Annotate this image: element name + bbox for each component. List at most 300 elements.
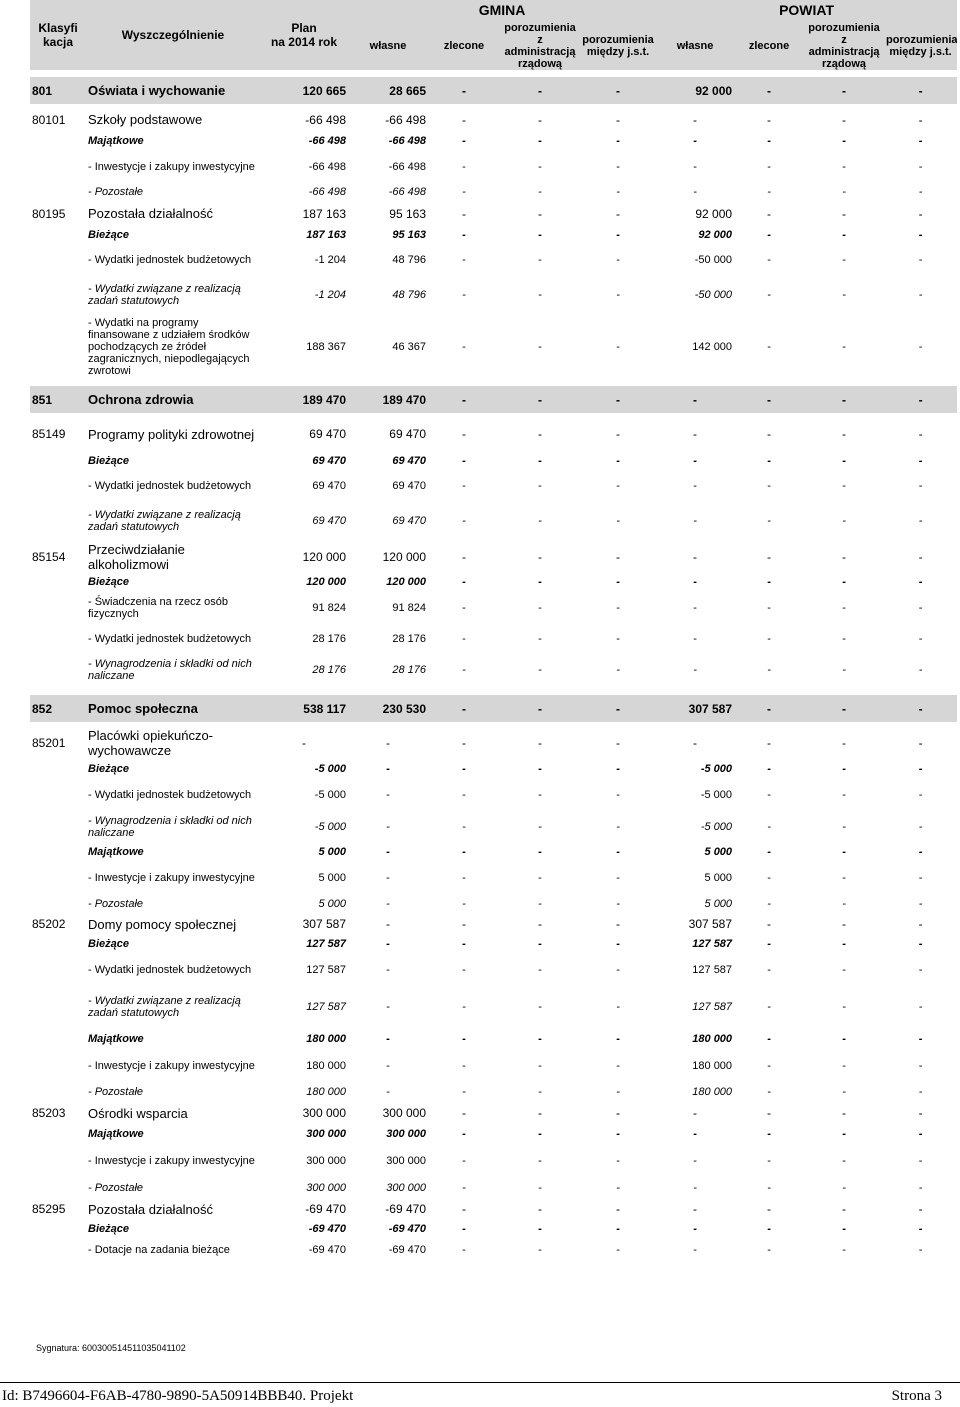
- item-row: [30, 1239, 957, 1260]
- value-cell: -50 000: [694, 289, 733, 301]
- value-cell: 69 470: [312, 515, 346, 527]
- value-cell: -: [767, 479, 771, 492]
- value-cell: -: [386, 1086, 390, 1098]
- classification-code: [30, 572, 86, 592]
- row-description: Oświata i wychowanie: [86, 77, 260, 104]
- value-cell: -: [386, 1033, 390, 1045]
- item-row: [30, 245, 957, 274]
- value-cell: -: [462, 1243, 466, 1256]
- value-cell: -: [918, 1001, 923, 1013]
- value-cell: -: [538, 427, 542, 441]
- value-cell: -: [842, 253, 846, 266]
- value-cell: -: [462, 1128, 466, 1140]
- value-cell: -: [462, 186, 466, 198]
- value-cell: -: [918, 135, 923, 147]
- classification-code: [30, 1219, 86, 1239]
- value-cell: -: [616, 289, 620, 301]
- classification-code: [30, 151, 86, 182]
- value-cell: -: [693, 112, 698, 127]
- value-cell: -: [918, 601, 923, 614]
- value-cell: 189 470: [348, 386, 428, 413]
- value-cell: -: [693, 1223, 697, 1235]
- value-cell: -: [616, 1001, 620, 1013]
- value-cell: 127 587: [306, 1001, 346, 1013]
- value-cell: 120 000: [302, 550, 346, 564]
- value-cell: -: [428, 386, 500, 413]
- value-cell: -: [842, 964, 846, 976]
- value-cell: -: [462, 1106, 466, 1120]
- value-cell: -5 000: [314, 789, 346, 801]
- value-cell: -: [538, 253, 542, 266]
- value-cell: -: [842, 664, 846, 676]
- value-cell: -: [616, 550, 621, 564]
- classification-code: [30, 225, 86, 245]
- value-cell: -: [767, 735, 772, 750]
- value-cell: -: [842, 898, 846, 910]
- value-cell: -: [842, 1243, 846, 1256]
- row-description: - Wydatki związane z realizacją zadań statutowych: [88, 509, 241, 533]
- value-cell: -66 498: [308, 135, 346, 147]
- value-cell: -: [462, 1086, 466, 1098]
- value-cell: -: [580, 695, 656, 722]
- value-cell: -: [767, 763, 771, 775]
- value-cell: -66 498: [385, 112, 426, 127]
- value-cell: -: [616, 789, 620, 801]
- value-cell: -1 204: [314, 253, 346, 266]
- value-cell: -: [918, 479, 923, 492]
- footer-document-id: Id: B7496604-F6AB-4780-9890-5A50914BBB40. Projekt: [2, 1388, 354, 1404]
- value-cell: -: [918, 253, 923, 266]
- value-cell: -: [462, 938, 466, 950]
- header-wyszczegolnienie: Wyszczególnienie: [86, 0, 260, 70]
- value-cell: -: [842, 427, 847, 441]
- value-cell: -: [842, 455, 846, 467]
- classification-code: [30, 1123, 86, 1145]
- classification-code: [30, 500, 86, 542]
- classification-code: 85295: [32, 1202, 66, 1216]
- value-cell: -: [918, 515, 923, 527]
- value-cell: 300 000: [386, 1182, 426, 1194]
- header-powiat: POWIAT: [656, 0, 957, 22]
- rozdzial-row: [30, 417, 957, 451]
- value-cell: -: [616, 341, 620, 353]
- value-cell: -: [462, 229, 466, 241]
- value-cell: -: [767, 1106, 772, 1120]
- value-cell: -: [616, 160, 620, 173]
- value-cell: -: [842, 632, 846, 645]
- classification-code: [30, 654, 86, 686]
- value-cell: -: [462, 455, 466, 467]
- value-cell: -: [386, 898, 390, 910]
- value-cell: -: [842, 1086, 846, 1098]
- value-cell: 48 796: [392, 253, 426, 266]
- value-cell: -: [842, 515, 846, 527]
- classification-code: [30, 274, 86, 316]
- value-cell: -: [538, 1033, 542, 1045]
- value-cell: -: [616, 455, 620, 467]
- value-cell: 300 000: [302, 1106, 346, 1120]
- value-cell: -: [462, 479, 466, 492]
- rozdzial-row: [30, 108, 957, 131]
- value-cell: -: [842, 186, 846, 198]
- classification-code: [30, 1239, 86, 1260]
- value-cell: -: [616, 1033, 620, 1045]
- value-cell: -: [616, 898, 620, 910]
- classification-code: [30, 954, 86, 986]
- subitem-row: [30, 500, 957, 542]
- value-cell: -: [538, 664, 542, 676]
- value-cell: -: [842, 1106, 847, 1120]
- value-cell: -: [918, 846, 923, 858]
- spacer-row: [30, 70, 957, 77]
- value-cell: -: [693, 455, 697, 467]
- value-cell: -: [538, 1155, 542, 1167]
- value-cell: -66 498: [388, 135, 426, 147]
- group-row: [30, 131, 957, 151]
- value-cell: -: [616, 1182, 620, 1194]
- value-cell: -: [656, 386, 734, 413]
- value-cell: -: [693, 479, 697, 492]
- header-plan-year: na 2014 rok: [270, 35, 338, 49]
- row-description: - Inwestycje i zakupy inwestycyjne: [88, 160, 255, 173]
- value-cell: -: [918, 112, 923, 127]
- subitem-row: [30, 894, 957, 914]
- dzial-row: [30, 77, 957, 104]
- value-cell: -: [767, 1059, 771, 1072]
- classification-code: [30, 1177, 86, 1199]
- value-cell: -: [767, 576, 771, 588]
- row-description: - Inwestycje i zakupy inwestycyjne: [88, 872, 255, 884]
- classification-code: [30, 623, 86, 654]
- table-body: [30, 70, 957, 1260]
- value-cell: -: [538, 820, 542, 833]
- row-description: - Wydatki jednostek budżetowych: [88, 964, 252, 976]
- value-cell: -: [538, 898, 542, 910]
- table-header: [30, 0, 957, 70]
- value-cell: -: [616, 1106, 621, 1120]
- group-row: [30, 1219, 957, 1239]
- value-cell: -: [693, 632, 697, 645]
- value-cell: 46 367: [392, 341, 426, 353]
- classification-code: [30, 862, 86, 894]
- value-cell: -: [918, 576, 923, 588]
- classification-code: [30, 842, 86, 862]
- row-description: - Pozostałe: [88, 1182, 144, 1194]
- value-cell: -: [767, 789, 771, 801]
- value-cell: 28 176: [392, 664, 426, 676]
- value-cell: -: [918, 455, 923, 467]
- value-cell: -: [767, 898, 771, 910]
- header-powiat-wlasne: własne: [656, 22, 734, 70]
- row-description: Majątkowe: [88, 135, 144, 147]
- item-row: [30, 151, 957, 182]
- value-cell: -: [918, 229, 923, 241]
- value-cell: -: [804, 77, 884, 104]
- value-cell: -: [767, 341, 771, 353]
- item-row: [30, 1145, 957, 1177]
- value-cell: -: [693, 1128, 697, 1140]
- value-cell: -: [842, 206, 847, 221]
- row-description: - Wynagrodzenia i składki od nich naliczane: [88, 658, 252, 682]
- classification-code: [30, 316, 86, 378]
- value-cell: -: [462, 872, 466, 884]
- value-cell: 180 000: [306, 1059, 346, 1072]
- value-cell: -5 000: [700, 763, 733, 775]
- value-cell: -: [918, 1223, 923, 1235]
- classification-code: [30, 934, 86, 954]
- value-cell: -: [462, 253, 466, 266]
- group-row: [30, 1028, 957, 1050]
- value-cell: 187 163: [306, 229, 346, 241]
- row-description: - Wydatki związane z realizacją zadań statutowych: [88, 283, 241, 307]
- value-cell: -: [462, 789, 466, 801]
- row-description: - Pozostałe: [88, 186, 144, 198]
- row-description: - Świadczenia na rzecz osób fizycznych: [88, 595, 229, 620]
- classification-code: 85154: [32, 550, 66, 564]
- value-cell: -: [462, 664, 466, 676]
- value-cell: -: [616, 917, 621, 931]
- value-cell: 300 000: [386, 1128, 426, 1140]
- value-cell: -: [616, 576, 620, 588]
- value-cell: -: [538, 763, 542, 775]
- value-cell: 69 470: [392, 515, 426, 527]
- value-cell: -: [538, 1128, 542, 1140]
- row-description: Placówki opiekuńczo-wychowawcze: [88, 727, 214, 758]
- value-cell: -: [386, 1001, 390, 1013]
- row-description: Majątkowe: [88, 846, 144, 858]
- value-cell: -: [767, 1202, 772, 1216]
- header-gmina-porozumienia-adm: porozumienia z administracją rządową: [500, 22, 580, 70]
- value-cell: 127 587: [692, 1001, 733, 1013]
- value-cell: 120 000: [382, 550, 426, 564]
- row-description: - Wydatki związane z realizacją zadań statutowych: [88, 995, 241, 1019]
- value-cell: -: [767, 1086, 771, 1098]
- classification-code: [30, 471, 86, 500]
- value-cell: -: [462, 735, 466, 750]
- value-cell: -: [538, 206, 542, 221]
- classification-code: [30, 759, 86, 779]
- value-cell: -: [842, 1001, 846, 1013]
- header-powiat-porozumienia-adm: porozumienia z administracją rządową: [804, 22, 884, 70]
- value-cell: 307 587: [656, 695, 734, 722]
- value-cell: -: [616, 1202, 621, 1216]
- value-cell: -: [693, 186, 697, 198]
- value-cell: -: [462, 135, 466, 147]
- row-description: - Inwestycje i zakupy inwestycyjne: [88, 1059, 255, 1072]
- value-cell: 538 117: [260, 695, 348, 722]
- value-cell: -: [842, 601, 846, 614]
- value-cell: 5 000: [704, 898, 733, 910]
- header-gmina-zlecone: zlecone: [428, 22, 500, 70]
- value-cell: -: [538, 550, 542, 564]
- classification-code: 85203: [32, 1106, 66, 1120]
- value-cell: -: [462, 1223, 466, 1235]
- classification-code: [30, 894, 86, 914]
- item-row: [30, 471, 957, 500]
- row-description: - Wynagrodzenia i składki od nich naliczane: [88, 814, 252, 839]
- value-cell: -: [538, 160, 542, 173]
- value-cell: -: [462, 427, 466, 441]
- classification-code: 801: [30, 77, 86, 104]
- spacer-cell: [30, 70, 957, 77]
- value-cell: 230 530: [348, 695, 428, 722]
- value-cell: -: [538, 229, 542, 241]
- value-cell: -: [918, 872, 923, 884]
- row-description: - Pozostałe: [88, 898, 144, 910]
- classification-code: 852: [30, 695, 86, 722]
- value-cell: -: [918, 964, 923, 976]
- value-cell: -: [918, 735, 923, 750]
- group-row: [30, 1123, 957, 1145]
- value-cell: -66 498: [305, 112, 346, 127]
- classification-code: [30, 811, 86, 842]
- dzial-row: [30, 695, 957, 722]
- value-cell: -: [462, 1059, 466, 1072]
- row-description: Domy pomocy społecznej: [88, 916, 237, 932]
- value-cell: -: [918, 820, 923, 833]
- value-cell: -: [804, 386, 884, 413]
- value-cell: -: [462, 112, 466, 127]
- value-cell: -: [538, 846, 542, 858]
- value-cell: -: [386, 846, 390, 858]
- dzial-row: [30, 386, 957, 413]
- footer-page-number: Strona 3: [891, 1388, 942, 1404]
- budget-table: [30, 0, 957, 1260]
- value-cell: -: [918, 664, 923, 676]
- subitem-row: [30, 182, 957, 202]
- value-cell: 91 824: [312, 601, 346, 614]
- value-cell: -: [767, 964, 771, 976]
- item-row: [30, 592, 957, 623]
- header-powiat-zlecone: zlecone: [734, 22, 804, 70]
- value-cell: 91 824: [392, 601, 426, 614]
- spacer-cell: [30, 686, 957, 695]
- value-cell: -: [842, 576, 846, 588]
- value-cell: -: [538, 1182, 542, 1194]
- value-cell: -69 470: [385, 1202, 426, 1216]
- value-cell: 127 587: [306, 938, 346, 950]
- value-cell: 300 000: [386, 1155, 426, 1167]
- value-cell: -: [842, 1202, 847, 1216]
- header-gmina: GMINA: [348, 0, 656, 22]
- value-cell: -: [767, 1001, 771, 1013]
- value-cell: -: [616, 601, 620, 614]
- value-cell: -: [462, 289, 466, 301]
- value-cell: 69 470: [312, 479, 346, 492]
- rozdzial-row: [30, 1103, 957, 1123]
- classification-code: 85202: [32, 917, 66, 931]
- value-cell: -: [842, 938, 846, 950]
- value-cell: -: [386, 735, 390, 750]
- value-cell: -: [842, 289, 846, 301]
- value-cell: -: [767, 664, 771, 676]
- value-cell: -: [918, 341, 923, 353]
- value-cell: 307 587: [302, 917, 346, 931]
- value-cell: -: [462, 763, 466, 775]
- value-cell: -: [538, 1202, 542, 1216]
- value-cell: -: [767, 229, 771, 241]
- value-cell: -: [386, 820, 390, 833]
- item-row: [30, 1050, 957, 1081]
- value-cell: -: [842, 550, 847, 564]
- value-cell: -: [767, 1155, 771, 1167]
- value-cell: 92 000: [656, 77, 734, 104]
- value-cell: -: [428, 695, 500, 722]
- value-cell: -: [767, 1128, 771, 1140]
- value-cell: 300 000: [382, 1106, 426, 1120]
- value-cell: 28 176: [312, 664, 346, 676]
- value-cell: -5 000: [314, 820, 346, 833]
- value-cell: 187 163: [302, 206, 346, 221]
- value-cell: -: [767, 206, 772, 221]
- value-cell: -: [767, 1033, 771, 1045]
- value-cell: 5 000: [704, 846, 733, 858]
- value-cell: -: [918, 427, 923, 441]
- value-cell: -: [538, 938, 542, 950]
- value-cell: 120 000: [386, 576, 426, 588]
- value-cell: -: [842, 341, 846, 353]
- value-cell: -: [462, 1182, 466, 1194]
- value-cell: 5 000: [318, 872, 346, 884]
- value-cell: -: [538, 1086, 542, 1098]
- row-description: Bieżące: [88, 576, 129, 588]
- value-cell: -: [842, 820, 846, 833]
- value-cell: -: [767, 160, 771, 173]
- subitem-row: [30, 1081, 957, 1103]
- value-cell: -: [462, 550, 466, 564]
- value-cell: -: [538, 964, 542, 976]
- value-cell: -: [842, 479, 846, 492]
- value-cell: -: [767, 112, 772, 127]
- value-cell: -: [616, 479, 620, 492]
- value-cell: -: [462, 160, 466, 173]
- group-row: [30, 759, 957, 779]
- header-powiat-porozumienia-jst: porozumienia między j.s.t.: [884, 22, 957, 70]
- row-description: - Inwestycje i zakupy inwestycyjne: [88, 1155, 255, 1167]
- spacer-row: [30, 378, 957, 386]
- value-cell: -: [616, 735, 621, 750]
- value-cell: -: [842, 917, 847, 931]
- value-cell: -: [538, 1059, 542, 1072]
- value-cell: -: [616, 1128, 620, 1140]
- rozdzial-row: [30, 726, 957, 759]
- value-cell: -: [767, 632, 771, 645]
- rozdzial-row: [30, 1199, 957, 1219]
- value-cell: -: [842, 846, 846, 858]
- classification-code: 851: [30, 386, 86, 413]
- value-cell: 28 665: [348, 77, 428, 104]
- classification-code: [30, 131, 86, 151]
- value-cell: -: [538, 1001, 542, 1013]
- value-cell: 180 000: [692, 1033, 733, 1045]
- value-cell: -: [616, 872, 620, 884]
- value-cell: -: [693, 1106, 698, 1120]
- value-cell: -50 000: [694, 253, 733, 266]
- value-cell: -: [616, 186, 620, 198]
- value-cell: -: [918, 160, 923, 173]
- classification-code: [30, 986, 86, 1028]
- value-cell: -: [842, 229, 846, 241]
- value-cell: -: [386, 763, 390, 775]
- row-description: - Pozostałe: [88, 1086, 144, 1098]
- value-cell: -: [616, 1155, 620, 1167]
- value-cell: -: [538, 112, 542, 127]
- group-row: [30, 934, 957, 954]
- classification-code: [30, 1050, 86, 1081]
- group-row: [30, 572, 957, 592]
- value-cell: -: [462, 632, 466, 645]
- item-row: [30, 862, 957, 894]
